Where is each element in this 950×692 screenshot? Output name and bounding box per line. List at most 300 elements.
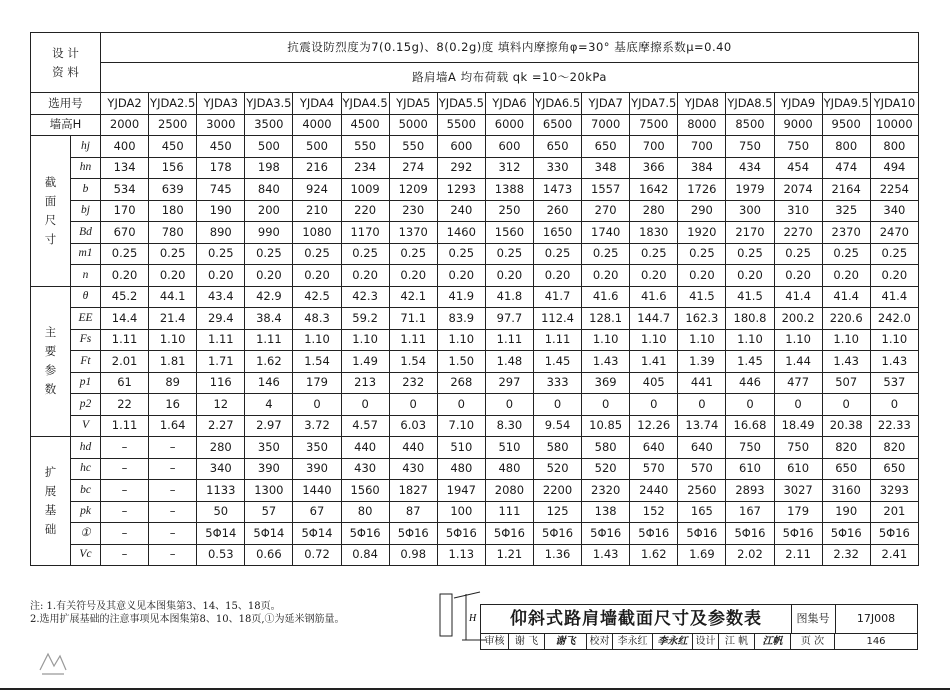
value-cell: 441 [678,372,726,394]
value-cell: 1.11 [101,415,149,437]
table-row [31,329,919,351]
value-cell: 2254 [870,179,918,201]
column-header: YJDA6.5 [533,93,581,115]
value-cell: 1.21 [485,544,533,566]
value-cell: 0.25 [822,243,870,265]
value-cell: 1133 [197,480,245,502]
symbol-cell: θ [71,286,101,308]
atlas-number: 17J008 [856,612,896,625]
note-2: 2.选用扩展基础的注意事项见本图集第8、10、18页,①为延米钢筋量。 [30,614,345,625]
value-cell: 8.30 [485,415,533,437]
drawing-title: 仰斜式路肩墙截面尺寸及参数表 [481,605,792,633]
value-cell: 200.2 [774,308,822,330]
value-cell: 0.25 [678,243,726,265]
design-conditions-line2: 路肩墙A 均布荷载 qk =10～20kPa [101,63,919,93]
value-cell: 250 [485,200,533,222]
value-cell: 43.4 [197,286,245,308]
value-cell: 5Φ16 [870,523,918,545]
value-cell: 639 [149,179,197,201]
value-cell: 640 [630,437,678,459]
value-cell: 2080 [485,480,533,502]
symbol-cell: Vc [71,544,101,566]
value-cell: 800 [870,136,918,158]
value-cell: 268 [437,372,485,394]
value-cell: 0 [774,394,822,416]
value-cell: 0.25 [582,243,630,265]
value-cell: 800 [822,136,870,158]
value-cell: 1.10 [341,329,389,351]
value-cell: 474 [822,157,870,179]
value-cell: 210 [293,200,341,222]
value-cell: 0 [678,394,726,416]
value-cell: 59.2 [341,308,389,330]
value-cell: 297 [485,372,533,394]
value-cell: 2440 [630,480,678,502]
value-cell: 446 [726,372,774,394]
value-cell: 0.25 [389,243,437,265]
value-cell: 1.43 [582,351,630,373]
value-cell: 2170 [726,222,774,244]
value-cell: 80 [341,501,389,523]
group-label-char: 要 [44,344,57,359]
value-cell: 5Φ16 [437,523,485,545]
value-cell: 0.20 [197,265,245,287]
value-cell: 1.36 [533,544,581,566]
value-cell: 0.20 [533,265,581,287]
value-cell: 2370 [822,222,870,244]
value-cell: 220.6 [822,308,870,330]
value-cell: 534 [101,179,149,201]
value-cell: 0.25 [533,243,581,265]
value-cell: 550 [341,136,389,158]
value-cell: 1740 [582,222,630,244]
value-cell: 1.13 [437,544,485,566]
column-header: YJDA8.5 [726,93,774,115]
value-cell: 650 [822,458,870,480]
value-cell: 1293 [437,179,485,201]
table-row [31,372,919,394]
column-header: YJDA6 [485,93,533,115]
value-cell: 146 [245,372,293,394]
height-cell: 9500 [822,114,870,136]
value-cell: 41.4 [774,286,822,308]
value-cell: 2893 [726,480,774,502]
table-row [31,136,919,158]
value-cell: 450 [149,136,197,158]
value-cell: 1.43 [582,544,630,566]
design-label: 设计 [693,634,719,650]
value-cell: 1.48 [485,351,533,373]
group-label-char: 面 [44,193,57,208]
value-cell: 700 [678,136,726,158]
symbol-cell: bj [71,200,101,222]
height-cell: 3000 [197,114,245,136]
value-cell: 0.25 [437,243,485,265]
reviewer-signature: 谢飞 [545,634,587,650]
value-cell: 650 [582,136,630,158]
value-cell: 260 [533,200,581,222]
value-cell: 3293 [870,480,918,502]
value-cell: 570 [630,458,678,480]
value-cell: 1.54 [293,351,341,373]
value-cell: 0.20 [774,265,822,287]
value-cell: 67 [293,501,341,523]
value-cell: 650 [870,458,918,480]
group-label-char: 参 [44,363,57,378]
value-cell: 45.2 [101,286,149,308]
value-cell: 274 [389,157,437,179]
value-cell: 232 [389,372,437,394]
value-cell: 1460 [437,222,485,244]
value-cell: 5Φ16 [774,523,822,545]
value-cell: 0 [533,394,581,416]
value-cell: 1.11 [389,329,437,351]
column-header: YJDA10 [870,93,918,115]
value-cell: 162.3 [678,308,726,330]
value-cell: 366 [630,157,678,179]
value-cell: 477 [774,372,822,394]
height-cell: 4000 [293,114,341,136]
value-cell: 1370 [389,222,437,244]
symbol-cell: EE [71,308,101,330]
table-row [31,480,919,502]
value-cell: 180 [149,200,197,222]
value-cell: 333 [533,372,581,394]
height-cell: 9000 [774,114,822,136]
group-label-char: 数 [44,382,57,397]
value-cell: 1.71 [197,351,245,373]
value-cell: 180.8 [726,308,774,330]
value-cell: 990 [245,222,293,244]
bottom-rule [0,688,950,690]
symbol-cell: Ft [71,351,101,373]
value-cell: 22 [101,394,149,416]
value-cell: 640 [678,437,726,459]
value-cell: 1.10 [678,329,726,351]
value-cell: 1080 [293,222,341,244]
height-cell: 5500 [437,114,485,136]
value-cell: 650 [533,136,581,158]
value-cell: 2.11 [774,544,822,566]
value-cell: 340 [870,200,918,222]
value-cell: 3027 [774,480,822,502]
value-cell: 41.7 [533,286,581,308]
value-cell: 156 [149,157,197,179]
value-cell: 1.45 [533,351,581,373]
value-cell: 1.10 [293,329,341,351]
value-cell: 165 [678,501,726,523]
value-cell: 390 [293,458,341,480]
select-row [31,93,919,115]
table-row [31,243,919,265]
value-cell: 840 [245,179,293,201]
checker-name: 李永红 [613,634,653,650]
value-cell: – [101,458,149,480]
value-cell: 5Φ16 [822,523,870,545]
value-cell: 1650 [533,222,581,244]
value-cell: 170 [101,200,149,222]
value-cell: 1.11 [485,329,533,351]
value-cell: 1920 [678,222,726,244]
value-cell: 0.20 [822,265,870,287]
value-cell: 510 [485,437,533,459]
value-cell: 348 [582,157,630,179]
value-cell: 167 [726,501,774,523]
table-row [31,265,919,287]
value-cell: 400 [101,136,149,158]
value-cell: 1170 [341,222,389,244]
value-cell: 2164 [822,179,870,201]
value-cell: 1.81 [149,351,197,373]
value-cell: 0.84 [341,544,389,566]
group-label [31,286,71,437]
value-cell: 480 [485,458,533,480]
value-cell: 1.49 [341,351,389,373]
height-label: 墙高H [31,114,101,136]
value-cell: – [149,480,197,502]
value-cell: 198 [245,157,293,179]
value-cell: 5Φ16 [582,523,630,545]
note-1: 注: 1.有关符号及其意义见本图集第3、14、15、18页。 [30,601,281,612]
value-cell: 16.68 [726,415,774,437]
value-cell: 48.3 [293,308,341,330]
value-cell: 14.4 [101,308,149,330]
value-cell: 242.0 [870,308,918,330]
value-cell: 5Φ16 [389,523,437,545]
value-cell: 178 [197,157,245,179]
value-cell: 1.10 [822,329,870,351]
value-cell: 38.4 [245,308,293,330]
signature-row [481,633,917,650]
value-cell: 330 [533,157,581,179]
value-cell: 340 [197,458,245,480]
designer-signature: 江帆 [755,634,791,650]
value-cell: – [149,458,197,480]
column-header: YJDA9.5 [822,93,870,115]
value-cell: 0.25 [197,243,245,265]
value-cell: – [149,523,197,545]
value-cell: 12 [197,394,245,416]
table-row [31,200,919,222]
value-cell: 0 [437,394,485,416]
column-header: YJDA4 [293,93,341,115]
value-cell: 0.20 [101,265,149,287]
value-cell: 390 [245,458,293,480]
symbol-cell: n [71,265,101,287]
value-cell: 610 [726,458,774,480]
value-cell: 5Φ16 [485,523,533,545]
table-row [31,351,919,373]
height-cell: 2500 [149,114,197,136]
value-cell: 310 [774,200,822,222]
table-row [31,501,919,523]
value-cell: 83.9 [437,308,485,330]
value-cell: 780 [149,222,197,244]
value-cell: 924 [293,179,341,201]
column-header: YJDA3 [197,93,245,115]
column-header: YJDA3.5 [245,93,293,115]
value-cell: 1560 [485,222,533,244]
value-cell: 0.25 [293,243,341,265]
value-cell: 1.69 [678,544,726,566]
value-cell: 1300 [245,480,293,502]
value-cell: 300 [726,200,774,222]
value-cell: 1947 [437,480,485,502]
value-cell: 405 [630,372,678,394]
value-cell: 1.43 [822,351,870,373]
value-cell: 600 [485,136,533,158]
value-cell: 580 [582,437,630,459]
height-cell: 3500 [245,114,293,136]
value-cell: 128.1 [582,308,630,330]
value-cell: 280 [630,200,678,222]
value-cell: 1.10 [582,329,630,351]
value-cell: 1726 [678,179,726,201]
value-cell: 1979 [726,179,774,201]
value-cell: 0.20 [485,265,533,287]
value-cell: 1560 [341,480,389,502]
value-cell: 5Φ16 [533,523,581,545]
value-cell: 0 [582,394,630,416]
value-cell: 270 [582,200,630,222]
value-cell: 0.25 [774,243,822,265]
svg-text:H: H [469,613,477,624]
value-cell: 820 [870,437,918,459]
reviewer-name: 谢 飞 [509,634,545,650]
value-cell: 201 [870,501,918,523]
value-cell: 0 [726,394,774,416]
value-cell: 1.11 [197,329,245,351]
value-cell: 1.54 [389,351,437,373]
value-cell: 216 [293,157,341,179]
height-cell: 8500 [726,114,774,136]
value-cell: 42.5 [293,286,341,308]
value-cell: 500 [293,136,341,158]
value-cell: 0 [389,394,437,416]
symbol-cell: pk [71,501,101,523]
height-cell: 7500 [630,114,678,136]
value-cell: – [149,501,197,523]
group-label-char: 尺 [44,212,57,227]
value-cell: 290 [678,200,726,222]
value-cell: 5Φ16 [630,523,678,545]
value-cell: 41.8 [485,286,533,308]
value-cell: 44.1 [149,286,197,308]
value-cell: 0.98 [389,544,437,566]
value-cell: 1.10 [774,329,822,351]
value-cell: 1642 [630,179,678,201]
value-cell: 1.11 [245,329,293,351]
value-cell: 610 [774,458,822,480]
group-label [31,136,71,287]
value-cell: 0.20 [582,265,630,287]
value-cell: 152 [630,501,678,523]
value-cell: 325 [822,200,870,222]
value-cell: 5Φ14 [197,523,245,545]
value-cell: 2.32 [822,544,870,566]
value-cell: 2.41 [870,544,918,566]
value-cell: 0.20 [341,265,389,287]
value-cell: 22.33 [870,415,918,437]
value-cell: 190 [197,200,245,222]
group-label [31,437,71,566]
value-cell: 600 [437,136,485,158]
value-cell: 0.25 [485,243,533,265]
checker-signature: 李永红 [653,634,693,650]
value-cell: 5Φ14 [293,523,341,545]
value-cell: 144.7 [630,308,678,330]
value-cell: 0.25 [341,243,389,265]
value-cell: 0.20 [293,265,341,287]
value-cell: 1.10 [870,329,918,351]
value-cell: 200 [245,200,293,222]
value-cell: 0 [822,394,870,416]
group-label-char: 础 [44,522,57,536]
value-cell: 1827 [389,480,437,502]
value-cell: 2074 [774,179,822,201]
value-cell: 1.45 [726,351,774,373]
value-cell: 434 [726,157,774,179]
title-block [480,604,918,650]
value-cell: 0.25 [101,243,149,265]
value-cell: 0.72 [293,544,341,566]
value-cell: 116 [197,372,245,394]
value-cell: 2470 [870,222,918,244]
value-cell: 2560 [678,480,726,502]
value-cell: 750 [726,437,774,459]
value-cell: 111 [485,501,533,523]
value-cell: 71.1 [389,308,437,330]
notes-block [30,600,345,626]
height-cell: 10000 [870,114,918,136]
value-cell: 1009 [341,179,389,201]
value-cell: 16 [149,394,197,416]
value-cell: 750 [774,437,822,459]
value-cell: 21.4 [149,308,197,330]
value-cell: 1.62 [245,351,293,373]
value-cell: 0.25 [870,243,918,265]
value-cell: 0.25 [630,243,678,265]
value-cell: 1440 [293,480,341,502]
height-cell: 8000 [678,114,726,136]
value-cell: 42.9 [245,286,293,308]
value-cell: 220 [341,200,389,222]
value-cell: 350 [293,437,341,459]
page-label: 页 次 [791,634,835,650]
value-cell: 97.7 [485,308,533,330]
value-cell: 0 [870,394,918,416]
design-data-label: 设 计 资 料 [31,33,101,93]
value-cell: 450 [197,136,245,158]
value-cell: 430 [389,458,437,480]
value-cell: 0.20 [870,265,918,287]
value-cell: 41.9 [437,286,485,308]
column-header: YJDA2 [101,93,149,115]
value-cell: 100 [437,501,485,523]
value-cell: 13.74 [678,415,726,437]
value-cell: – [149,437,197,459]
table-row [31,458,919,480]
value-cell: 4.57 [341,415,389,437]
value-cell: 750 [774,136,822,158]
height-cell: 4500 [341,114,389,136]
value-cell: 1.44 [774,351,822,373]
value-cell: 745 [197,179,245,201]
value-cell: 2200 [533,480,581,502]
symbol-cell: ① [71,523,101,545]
value-cell: 5Φ16 [678,523,726,545]
value-cell: 500 [245,136,293,158]
